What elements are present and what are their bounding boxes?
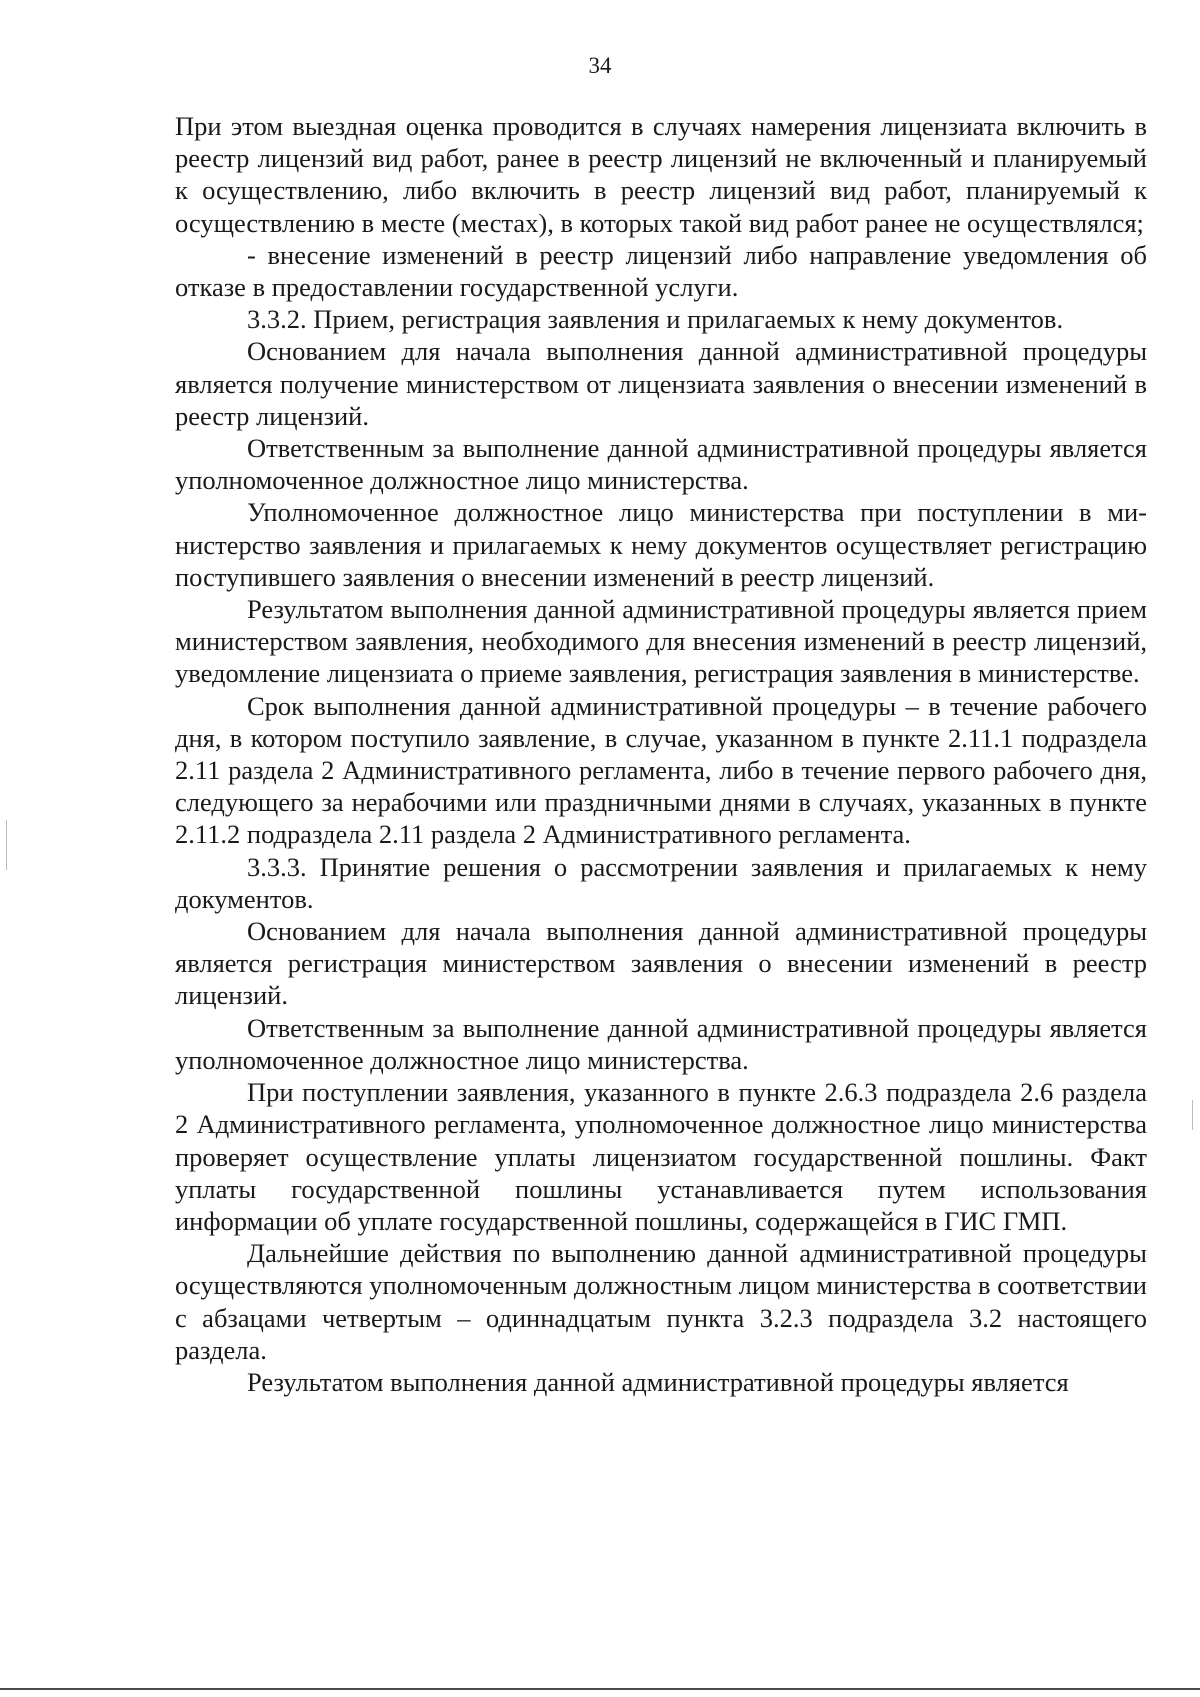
paragraph: При поступлении заявления, указанного в пункте 2.6.3 подраздела 2.6 раздела 2 Административного регламента, уполномоченное должностное лицо министерства проверяет осуществление уплаты лицензиатом государственной пошлины. Факт уплаты государственной пошлины устанавливается путем использования информации об уплате государственной пошлины, содержащейся в ГИС ГМП. — [175, 1077, 1147, 1236]
paragraph: - внесение изменений в реестр лицензий либо направление уведомления об отказе в предоставлении государственной услуги. — [175, 239, 1147, 303]
paragraph: Основанием для начала выполнения данной административной процедуры является регистрация министерством заявления о внесении изменений в реестр лицензий. — [175, 916, 1147, 1011]
paragraph: Результатом выполнения данной административной процедуры является — [247, 1366, 1069, 1397]
scan-artifact-right — [1192, 1100, 1193, 1130]
paragraph: Результатом выполнения данной административной процедуры является прием министерством заявления, необходимого для внесения изменений в реестр лицензий, уведомление лицензиата о приеме заявления, регистрация заявления в министерстве. — [175, 594, 1147, 689]
paragraph: Срок выполнения данной административной процедуры – в течение рабочего дня, в котором поступило заявление, в случае, указанном в пункте 2.11.1 подраздела 2.11 раздела 2 Административного регламента, либо в течение первого рабочего дня, следующего за нерабочими или праздничными днями в случаях, указанных в пункте 2.11.2 подраздела 2.11 раздела 2 Административного регламента. — [175, 690, 1147, 850]
section-heading-3-3-2: 3.3.2. Прием, регистрация заявления и прилагаемых к нему документов. — [247, 304, 1064, 335]
paragraph: Дальнейшие действия по выполнению данной административной процедуры осуществляются уполномоченным должностным лицом министерства в соответствии с абзацами четвертым – одиннадцатым пункта 3.2.3 подраздела 3.2 настоящего раздела. — [175, 1238, 1147, 1365]
scan-bottom-edge — [0, 1688, 1200, 1690]
paragraph: Ответственным за выполнение данной административной процедуры является уполномоченное должностное лицо министерства. — [175, 1012, 1147, 1075]
scan-artifact-left — [6, 820, 7, 870]
paragraph: Ответственным за выполнение данной административной процедуры является уполномоченное должностное лицо министерства. — [175, 433, 1147, 496]
page-number: 34 — [588, 53, 612, 78]
paragraph: При этом выездная оценка проводится в случаях намерения лицензиата включить в реестр лицензий вид работ, ранее в реестр лицензий не включенный и планируемый к осуществлению, либо включить в реестр лицензий вид работ, планируемый к осуществлению в месте (местах), в которых такой вид работ ранее не осуществлялся; — [175, 111, 1147, 238]
paragraph: Основанием для начала выполнения данной административной процедуры является получение министерством от лицензиата заявления о внесении изменений в реестр лицензий. — [175, 336, 1147, 431]
document-body — [175, 110, 1147, 1398]
paragraph: Уполномоченное должностное лицо министерства при поступлении в министерство заявления и прилагаемых к нему документов осуществляет регистрацию поступившего заявления о внесении изменений в реестр лицензий. — [175, 497, 1147, 592]
section-heading-3-3-3: 3.3.3. Принятие решения о рассмотрении заявления и прилагаемых к нему документов. — [175, 851, 1147, 914]
